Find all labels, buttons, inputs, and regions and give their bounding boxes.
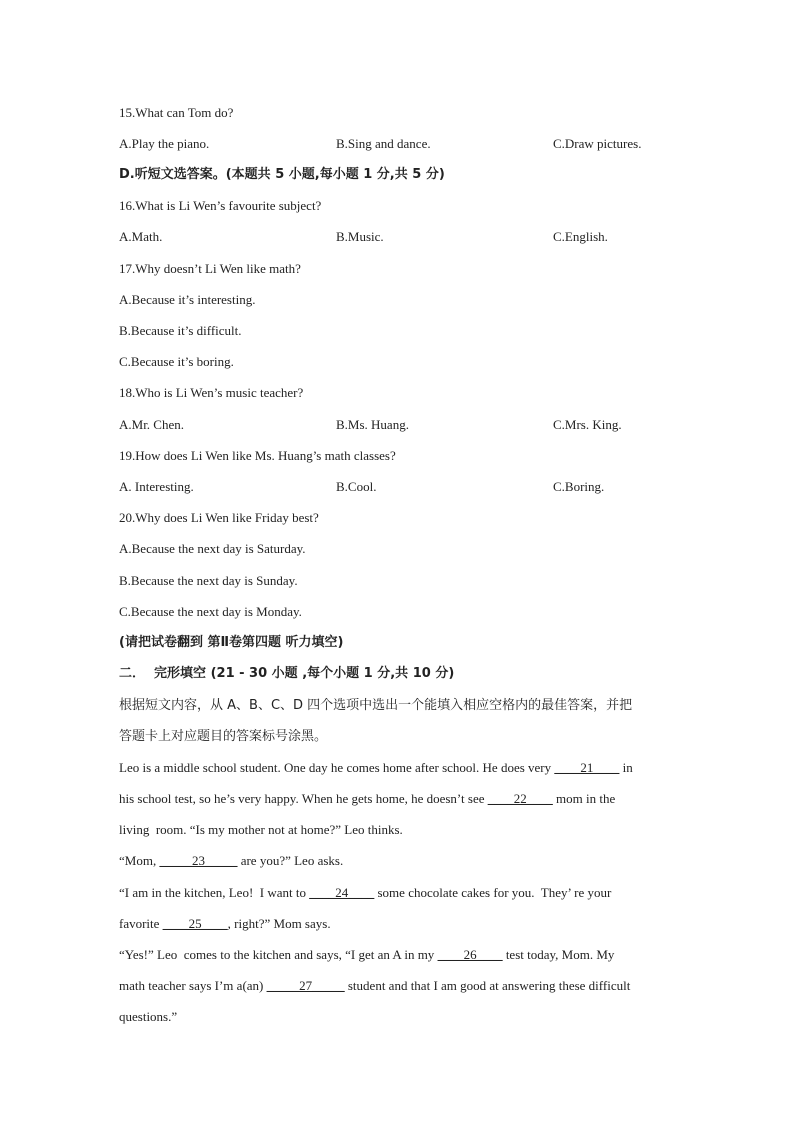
passage-text: favorite bbox=[119, 916, 163, 931]
passage-line-1 bbox=[119, 760, 633, 776]
question-18: 18.Who is Li Wen’s music teacher? bbox=[119, 385, 304, 400]
q18-option-b: B.Ms. Huang. bbox=[336, 417, 409, 432]
passage-text: Leo is a middle school student. One day he comes home after school. He does very bbox=[119, 760, 555, 775]
passage-text: some chocolate cakes for you. They’ re your bbox=[374, 885, 612, 900]
passage-line-9: questions.” bbox=[119, 1009, 178, 1024]
q19-option-b: B.Cool. bbox=[336, 479, 377, 494]
passage-text: “I am in the kitchen, Leo! I want to bbox=[119, 885, 310, 900]
section-two-heading: 二． 完形填空 (21 - 30 小题 ,每个小题 1 分,共 10 分) bbox=[119, 666, 455, 681]
passage-line-8 bbox=[119, 978, 630, 994]
section-two-instruction-line2: 答题卡上对应题目的答案标号涂黑。 bbox=[119, 729, 328, 744]
q19-option-c: C.Boring. bbox=[553, 479, 605, 494]
q19-option-a: A. Interesting. bbox=[119, 479, 194, 494]
blank-24: ____24____ bbox=[309, 885, 375, 900]
q20-option-a: A.Because the next day is Saturday. bbox=[119, 541, 306, 556]
passage-text: “Yes!” Leo comes to the kitchen and says, “I get an A in my bbox=[119, 947, 438, 962]
blank-27: _____27_____ bbox=[266, 978, 345, 993]
passage-line-3: living room. “Is my mother not at home?” Leo thinks. bbox=[119, 822, 403, 837]
q15-option-b: B.Sing and dance. bbox=[336, 136, 431, 151]
question-19: 19.How does Li Wen like Ms. Huang’s math classes? bbox=[119, 448, 396, 463]
passage-text: , right?” Mom says. bbox=[227, 916, 331, 931]
q16-option-b: B.Music. bbox=[336, 229, 384, 244]
section-two-instruction-line1: 根据短文内容，从 A、B、C、D 四个选项中选出一个能填入相应空格内的最佳答案，并把 bbox=[119, 698, 633, 713]
q20-option-c: C.Because the next day is Monday. bbox=[119, 604, 302, 619]
passage-text: in bbox=[619, 760, 633, 775]
q20-option-b: B.Because the next day is Sunday. bbox=[119, 573, 298, 588]
q17-option-c: C.Because it’s boring. bbox=[119, 354, 234, 369]
passage-text: mom in the bbox=[552, 791, 616, 806]
question-15: 15.What can Tom do? bbox=[119, 105, 234, 120]
passage-line-5 bbox=[119, 885, 611, 901]
passage-line-2 bbox=[119, 791, 615, 807]
turn-page-note: (请把试卷翻到 第Ⅱ卷第四题 听力填空) bbox=[119, 635, 344, 650]
q16-option-a: A.Math. bbox=[119, 229, 163, 244]
passage-line-4 bbox=[119, 853, 343, 869]
passage-text: are you?” Leo asks. bbox=[237, 853, 344, 868]
passage-text: math teacher says I’m a(an) bbox=[119, 978, 267, 993]
question-17: 17.Why doesn’t Li Wen like math? bbox=[119, 261, 301, 276]
q17-option-a: A.Because it’s interesting. bbox=[119, 292, 256, 307]
q17-option-b: B.Because it’s difficult. bbox=[119, 323, 242, 338]
blank-21: ____21____ bbox=[554, 760, 620, 775]
blank-22: ____22____ bbox=[487, 791, 553, 806]
blank-25: ____25____ bbox=[162, 916, 228, 931]
passage-text: student and that I am good at answering these difficult bbox=[344, 978, 631, 993]
q15-option-a: A.Play the piano. bbox=[119, 136, 210, 151]
q16-option-c: C.English. bbox=[553, 229, 608, 244]
q18-option-c: C.Mrs. King. bbox=[553, 417, 622, 432]
q18-option-a: A.Mr. Chen. bbox=[119, 417, 184, 432]
passage-text: “Mom, bbox=[119, 853, 160, 868]
section-d-heading: D.听短文选答案。(本题共 5 小题,每小题 1 分,共 5 分) bbox=[119, 167, 445, 182]
passage-text: his school test, so he’s very happy. When he gets home, he doesn’t see bbox=[119, 791, 488, 806]
passage-line-6 bbox=[119, 916, 331, 932]
question-16: 16.What is Li Wen’s favourite subject? bbox=[119, 198, 322, 213]
q15-option-c: C.Draw pictures. bbox=[553, 136, 642, 151]
blank-23: _____23_____ bbox=[159, 853, 238, 868]
passage-text: test today, Mom. My bbox=[502, 947, 615, 962]
blank-26: ____26____ bbox=[437, 947, 503, 962]
passage-line-7 bbox=[119, 947, 614, 963]
question-20: 20.Why does Li Wen like Friday best? bbox=[119, 510, 319, 525]
